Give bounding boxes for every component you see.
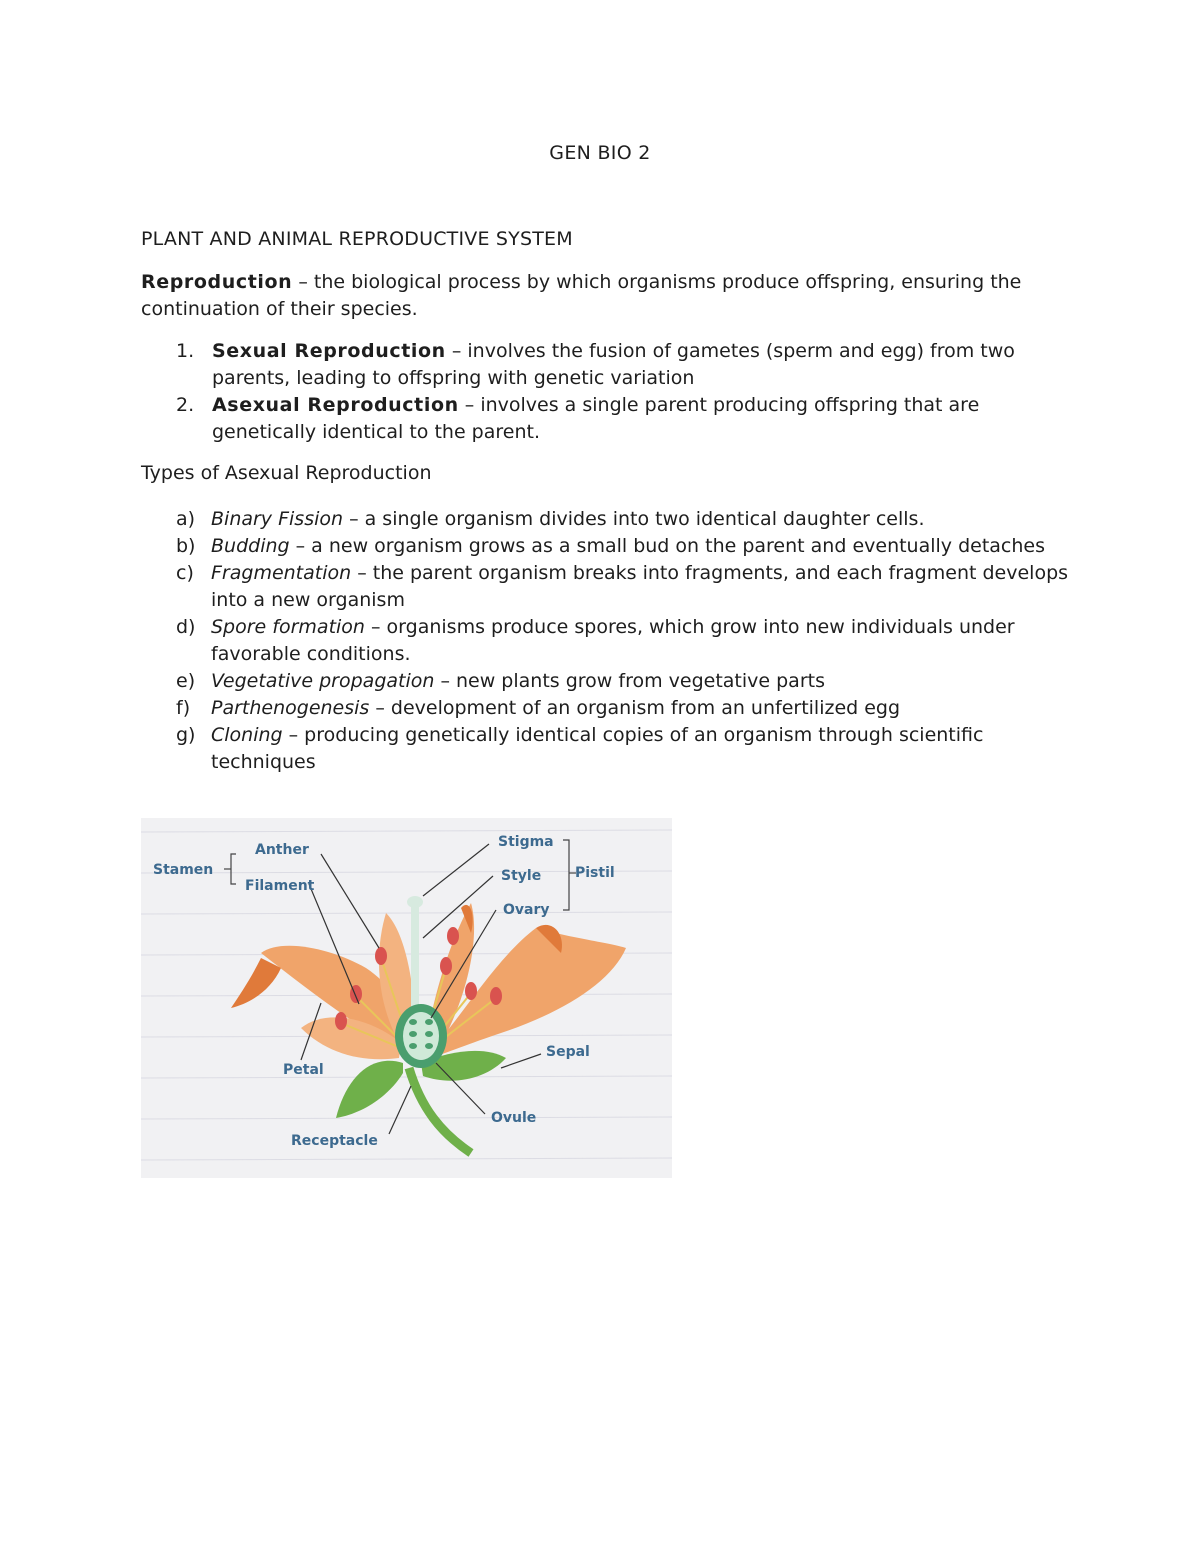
list-item bbox=[141, 533, 1071, 560]
label-ovary: Ovary bbox=[503, 902, 550, 918]
label-ovule: Ovule bbox=[491, 1110, 537, 1126]
list-marker: e) bbox=[176, 670, 196, 692]
list-item-text: – involves the fusion of gametes (sperm and egg) from two parents, leading to offspring with genetic variation bbox=[212, 340, 1015, 389]
stem bbox=[409, 1068, 471, 1153]
list-marker: 1. bbox=[176, 340, 195, 362]
flower-diagram bbox=[141, 818, 672, 1178]
list-item-term: Spore formation bbox=[211, 616, 365, 638]
label-sepal: Sepal bbox=[546, 1044, 590, 1060]
asexual-types-list bbox=[141, 506, 1071, 776]
label-anther: Anther bbox=[255, 842, 309, 858]
reproduction-types-list bbox=[141, 338, 1071, 446]
label-filament: Filament bbox=[245, 878, 315, 894]
list-item bbox=[141, 695, 1071, 722]
list-item bbox=[141, 722, 1071, 776]
list-item bbox=[141, 614, 1071, 668]
stigma bbox=[407, 896, 423, 908]
document-title: GEN BIO 2 bbox=[549, 142, 651, 164]
list-item bbox=[141, 668, 1071, 695]
list-marker: a) bbox=[176, 508, 196, 530]
ovary-inner bbox=[403, 1012, 439, 1060]
label-receptacle: Receptacle bbox=[291, 1133, 378, 1149]
label-stamen: Stamen bbox=[153, 862, 214, 878]
list-marker: g) bbox=[176, 724, 196, 746]
asexual-heading: Types of Asexual Reproduction bbox=[141, 462, 432, 484]
list-item-text: – organisms produce spores, which grow into new individuals under favorable conditions. bbox=[211, 616, 1015, 665]
list-item-term: Budding bbox=[211, 535, 290, 557]
list-item bbox=[141, 560, 1071, 614]
list-item-term: Fragmentation bbox=[211, 562, 352, 584]
list-item-term: Parthenogenesis bbox=[211, 697, 370, 719]
sepal-left bbox=[336, 1061, 403, 1118]
list-item-term: Asexual Reproduction bbox=[212, 394, 459, 416]
list-marker: c) bbox=[176, 562, 194, 584]
list-item-text: – a single organism divides into two identical daughter cells. bbox=[343, 508, 925, 530]
list-item-text: – the parent organism breaks into fragments, and each fragment develops into a new organism bbox=[211, 562, 1069, 611]
definition-text: – the biological process by which organisms produce offspring, ensuring the continuation of their species. bbox=[141, 271, 1022, 320]
list-item-term: Sexual Reproduction bbox=[212, 340, 446, 362]
list-item-text: – a new organism grows as a small bud on the parent and eventually detaches bbox=[289, 535, 1046, 557]
list-marker: f) bbox=[176, 697, 191, 719]
list-item bbox=[141, 506, 1071, 533]
label-pistil: Pistil bbox=[575, 865, 615, 881]
definition-paragraph bbox=[141, 269, 1071, 323]
label-petal: Petal bbox=[283, 1062, 324, 1078]
list-item-term: Vegetative propagation bbox=[211, 670, 435, 692]
list-item-text: – involves a single parent producing offspring that are genetically identical to the parent. bbox=[212, 394, 980, 443]
list-item-text: – producing genetically identical copies of an organism through scientific techniques bbox=[211, 724, 984, 773]
definition-term: Reproduction bbox=[141, 271, 293, 293]
list-item-term: Cloning bbox=[211, 724, 283, 746]
label-style: Style bbox=[501, 868, 542, 884]
list-marker: d) bbox=[176, 616, 196, 638]
petal-left-tip bbox=[231, 958, 281, 1008]
label-stigma: Stigma bbox=[498, 834, 554, 850]
list-marker: b) bbox=[176, 535, 196, 557]
list-item bbox=[141, 338, 1071, 392]
section-heading: PLANT AND ANIMAL REPRODUCTIVE SYSTEM bbox=[141, 228, 573, 250]
list-item bbox=[141, 392, 1071, 446]
flower-diagram-svg bbox=[141, 818, 672, 1178]
list-item-term: Binary Fission bbox=[211, 508, 344, 530]
list-item-text: – development of an organism from an unfertilized egg bbox=[369, 697, 901, 719]
list-item-text: – new plants grow from vegetative parts bbox=[434, 670, 825, 692]
list-marker: 2. bbox=[176, 394, 195, 416]
